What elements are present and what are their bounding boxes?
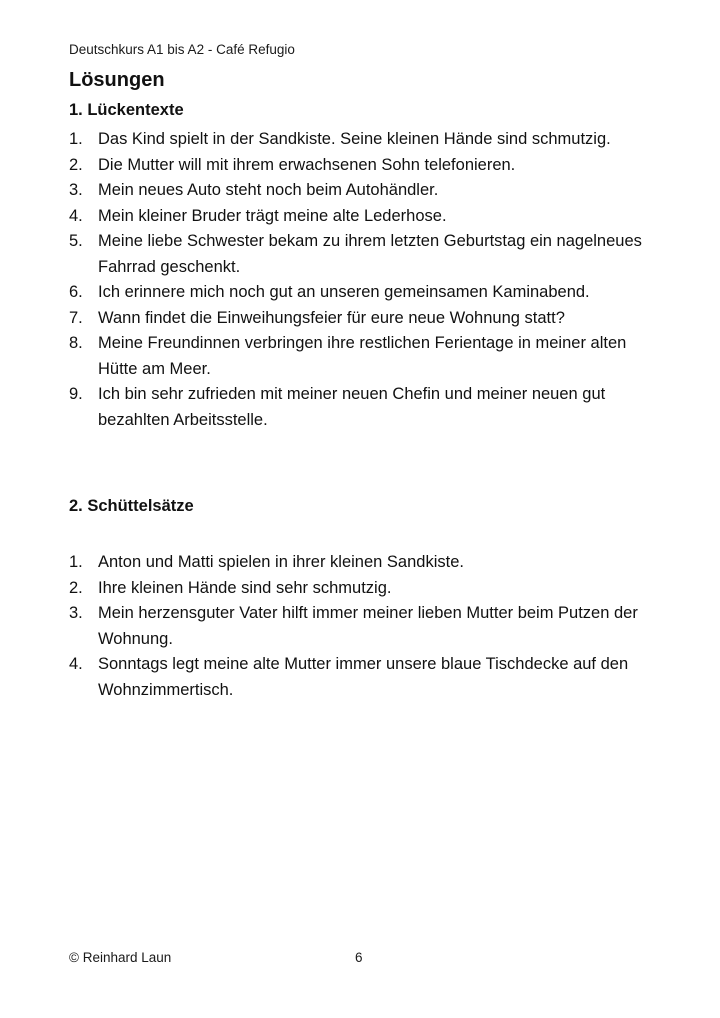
page-title: Lösungen: [69, 69, 165, 91]
item-text: Meine liebe Schwester bekam zu ihrem letzten Geburtstag ein nagelneues Fahrrad geschenkt.: [98, 232, 642, 276]
item-number: 6.: [69, 283, 83, 301]
item-number: 3.: [69, 604, 83, 622]
item-text: Das Kind spielt in der Sandkiste. Seine kleinen Hände sind schmutzig.: [98, 130, 611, 148]
item-text: Mein herzensguter Vater hilft immer meiner lieben Mutter beim Putzen der Wohnung.: [98, 604, 638, 648]
item-text: Anton und Matti spielen in ihrer kleinen Sandkiste.: [98, 553, 464, 571]
item-number: 7.: [69, 308, 83, 327]
page-number: 6: [355, 950, 363, 965]
item-text: Sonntags legt meine alte Mutter immer unsere blaue Tischdecke auf den Wohnzimmertisch.: [98, 655, 629, 699]
item-text: Mein neues Auto steht noch beim Autohändler.: [98, 181, 439, 199]
list-item: [69, 601, 659, 652]
item-text: Meine Freundinnen verbringen ihre restlichen Ferientage in meiner alten Hütte am Meer.: [98, 334, 627, 378]
item-text: Ich bin sehr zufrieden mit meiner neuen Chefin und meiner neuen gut bezahlten Arbeitsstelle.: [98, 385, 606, 429]
list-item: [69, 382, 659, 433]
list-item: [69, 127, 659, 153]
item-number: 8.: [69, 334, 83, 352]
item-number: 2.: [69, 578, 83, 597]
section-heading-lueckentexte: 1. Lückentexte: [69, 101, 184, 119]
list-item: [69, 306, 659, 332]
list-item: [69, 576, 659, 602]
list-item: [69, 178, 659, 204]
item-text: Ich erinnere mich noch gut an unseren gemeinsamen Kaminabend.: [98, 283, 590, 301]
schuettelsaetze-list: [69, 550, 659, 703]
lueckentexte-list: [69, 127, 659, 433]
list-item: [69, 652, 659, 703]
page-header: Deutschkurs A1 bis A2 - Café Refugio: [69, 42, 295, 57]
item-number: 4.: [69, 206, 83, 225]
item-text: Die Mutter will mit ihrem erwachsenen Sohn telefonieren.: [98, 155, 516, 174]
item-text: Ihre kleinen Hände sind sehr schmutzig.: [98, 578, 392, 597]
item-number: 1.: [69, 130, 83, 148]
item-number: 4.: [69, 655, 83, 673]
item-number: 3.: [69, 181, 83, 199]
list-item: [69, 153, 659, 179]
section-heading-schuettelsaetze: 2. Schüttelsätze: [69, 497, 194, 515]
list-item: [69, 204, 659, 230]
list-item: [69, 550, 659, 576]
list-item: [69, 280, 659, 306]
item-number: 1.: [69, 553, 83, 571]
list-item: [69, 229, 659, 280]
item-number: 5.: [69, 232, 83, 250]
item-text: Wann findet die Einweihungsfeier für eure neue Wohnung statt?: [98, 308, 565, 327]
item-number: 2.: [69, 155, 83, 174]
list-item: [69, 331, 659, 382]
footer-author: © Reinhard Laun: [69, 950, 172, 965]
item-number: 9.: [69, 385, 83, 403]
item-text: Mein kleiner Bruder trägt meine alte Lederhose.: [98, 206, 447, 225]
